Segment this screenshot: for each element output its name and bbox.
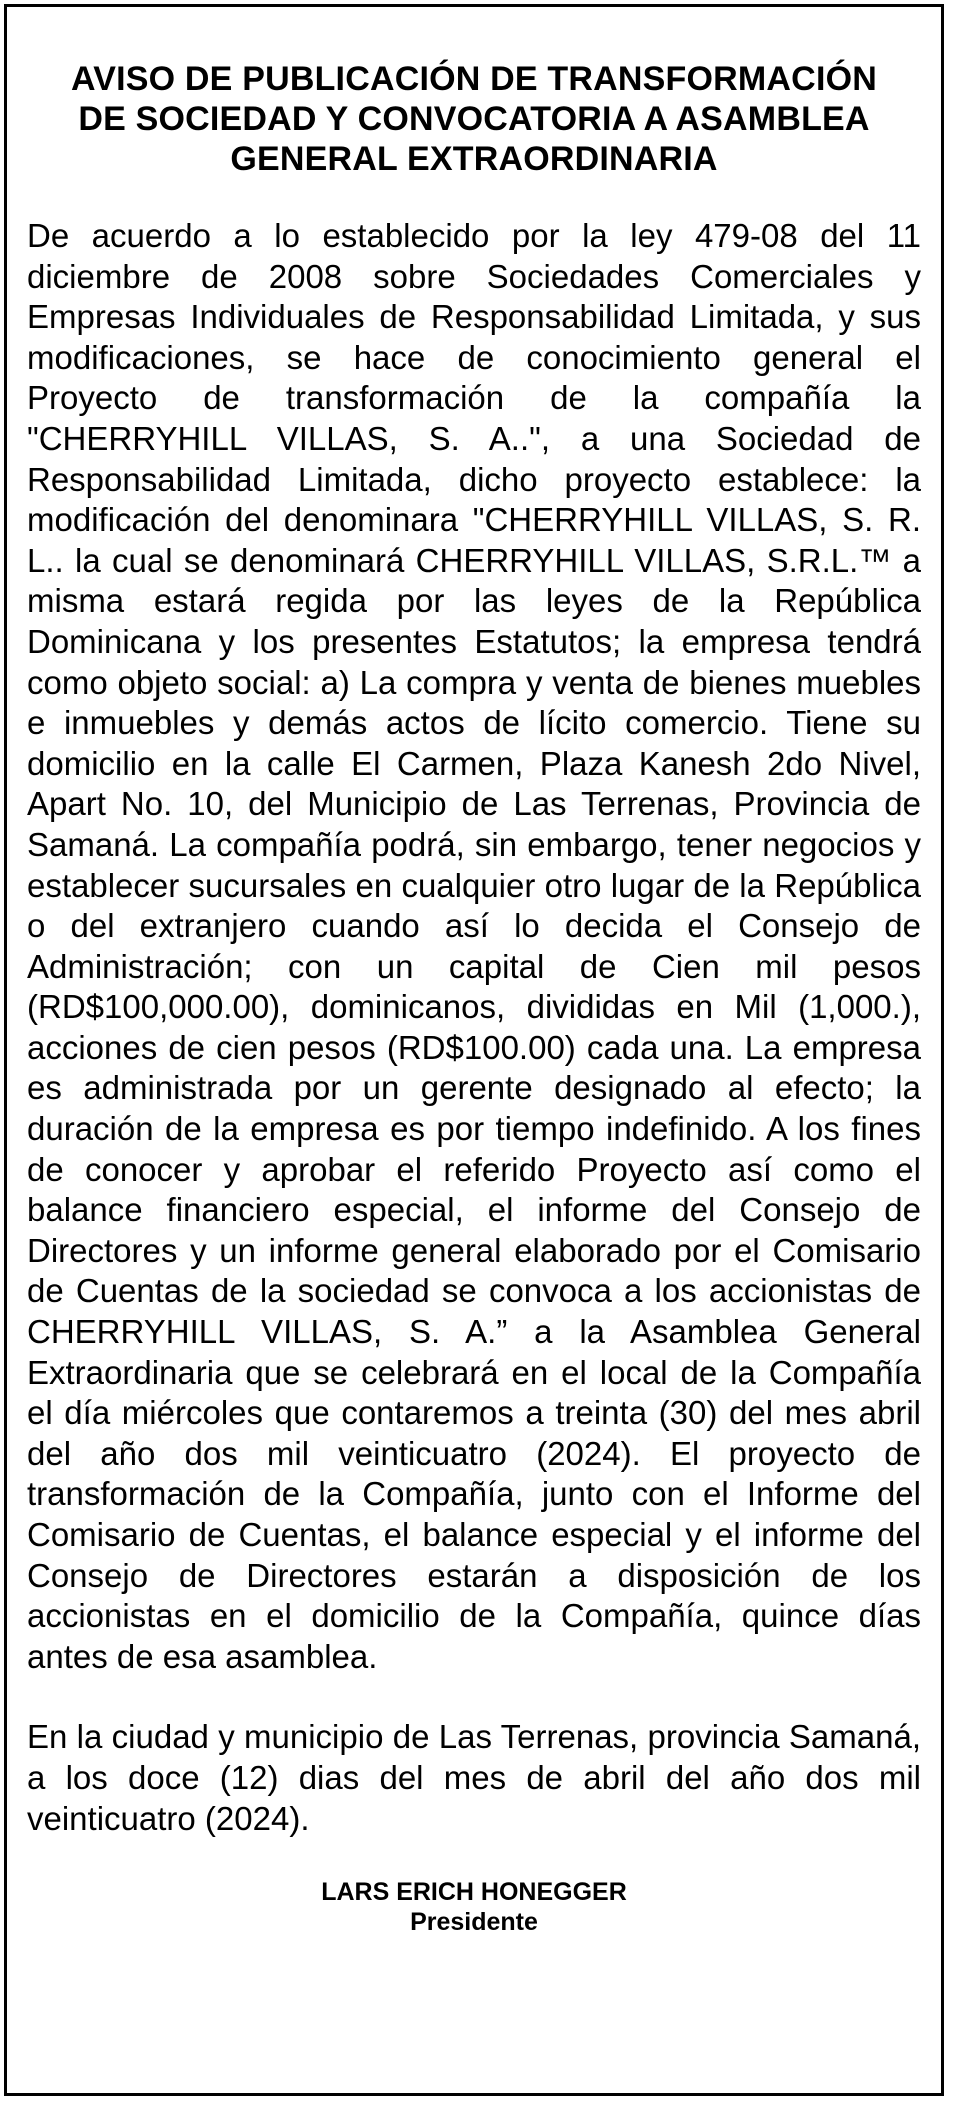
title-line-3: GENERAL EXTRAORDINARIA	[230, 140, 718, 178]
title-line-2: DE SOCIEDAD Y CONVOCATORIA A ASAMBLEA	[78, 100, 870, 138]
notice-frame	[4, 4, 944, 2096]
signature-block	[27, 1877, 921, 1937]
signature-name: LARS ERICH HONEGGER	[321, 1878, 627, 1907]
notice-body-paragraph: De acuerdo a lo establecido por la ley 479-08 del 11 diciembre de 2008 sobre Sociedades Comerciales y Empresas Individuales de Responsabilidad Limitada, y sus modificaciones, se hace de conocimiento general el Proyecto de transformación de la compañía la "CHERRYHILL VILLAS, S. A..", a una Sociedad de Responsabilidad Limitada, dicho proyecto establece: la modificación del denominara "CHERRYHILL VILLAS, S. R. L.. la cual se denominará CHERRYHILL VILLAS, S.R.L.™ a misma estará regida por las leyes de la República Dominicana y los presentes Estatutos; la empresa tendrá como objeto social: a) La compra y venta de bienes muebles e inmuebles y demás actos de lícito comercio. Tiene su domicilio en la calle El Carmen, Plaza Kanesh 2do Nivel, Apart No. 10, del Municipio de Las Terrenas, Provincia de Samaná. La compañía podrá, sin embargo, tener negocios y establecer sucursales en cualquier otro lugar de la República o del extranjero cuando así lo decida el Consejo de Administración; con un capital de Cien mil pesos (RD$100,000.00), dominicanos, divididas en Mil (1,000.), acciones de cien pesos (RD$100.00) cada una. La empresa es administrada por un gerente designado al efecto; la duración de la empresa es por tiempo indefinido. A los fines de conocer y aprobar el referido Proyecto así como el balance financiero especial, el informe del Consejo de Directores y un informe general elaborado por el Comisario de Cuentas de la sociedad se convoca a los accionistas de CHERRYHILL VILLAS, S. A.” a la Asamblea General Extraordinaria que se celebrará en el local de la Compañía el día miércoles que contaremos a treinta (30) del mes abril del año dos mil veinticuatro (2024). El proyecto de transformación de la Compañía, junto con el Informe del Comisario de Cuentas, el balance especial y el informe del Consejo de Directores estarán a disposición de los accionistas en el domicilio de la Compañía, quince días antes de esa asamblea.	[27, 217, 921, 1675]
title-line-1: AVISO DE PUBLICACIÓN DE TRANSFORMACIÓN	[71, 60, 877, 98]
signature-role: Presidente	[410, 1908, 538, 1937]
notice-title	[27, 59, 921, 179]
notice-closing-paragraph: En la ciudad y municipio de Las Terrenas, provincia Samaná, a los doce (12) dias del mes de abril del año dos mil veinticuatro (2024).	[27, 1718, 921, 1837]
notice-content	[27, 59, 921, 1937]
